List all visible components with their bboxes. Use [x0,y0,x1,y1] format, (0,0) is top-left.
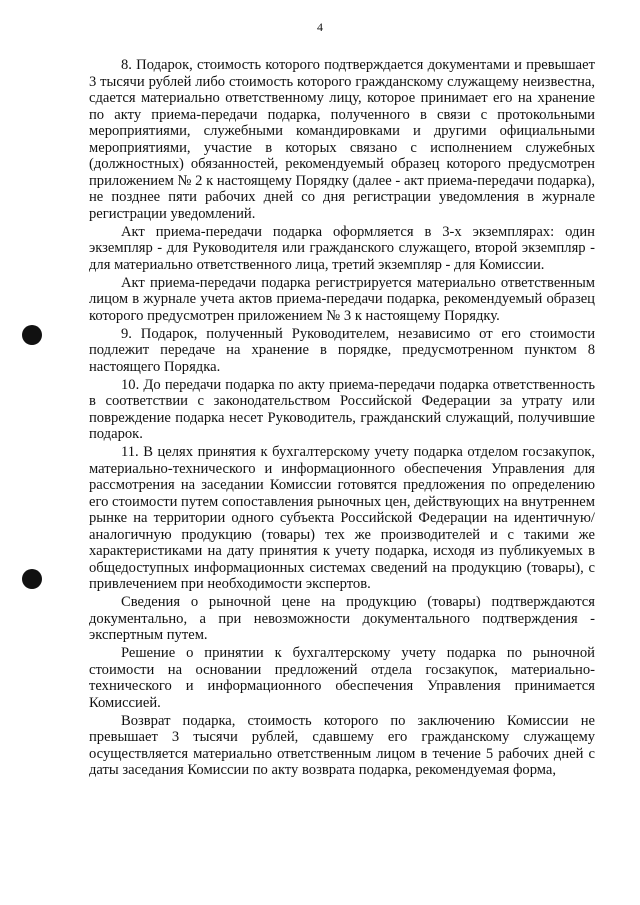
paragraph-item-11: 11. В целях принятия к бухгалтерскому учету подарка отделом госзакупок, материально-технического и информационного обеспечения Управления для рассмотрения на заседании Комиссии готовятся предложения по определению его стоимости путем сопоставления рыночных цен, действующих на внутреннем рынке на территории одного субъекта Российской Федерации на идентичную/аналогичную продукцию (товары) тех же производителей и с такими же характеристиками на дату принятия к учету подарка, исходя из публикуемых в общедоступных информационных системах сведений на продукцию (товары), с привлечением при необходимости экспертов. [89,444,595,592]
punch-hole-mark [22,325,42,345]
punch-hole-mark [22,569,42,589]
document-body [89,57,595,780]
page-number: 4 [317,20,323,34]
paragraph-accounting-decision: Решение о принятии к бухгалтерскому учету подарка по рыночной стоимости на основании предложений отдела госзакупок, материально-технического и информационного обеспечения Управления принимается Комиссией. [89,645,595,711]
paragraph-gift-return: Возврат подарка, стоимость которого по заключению Комиссии не превышает 3 тысячи рублей, сдавшему его гражданскому служащему осуществляется материально ответственным лицом в течение 5 рабочих дней с даты заседания Комиссии по акту возврата подарка, рекомендуемая форма, [89,712,595,778]
paragraph-market-price: Сведения о рыночной цене на продукцию (товары) подтверждаются документально, а при невозможности документального подтверждения - экспертным путем. [89,594,595,643]
paragraph-item-8: 8. Подарок, стоимость которого подтверждается документами и превышает 3 тысячи рублей либо стоимость которого гражданскому служащему неизвестна, сдается материально ответственному лицу, которое принимает его на хранение по акту приема-передачи подарка, полученного в связи с протокольными мероприятиями, служебными командировками и другими официальными мероприятиями, участие в которых связано с исполнением служебных (должностных) обязанностей, рекомендуемый образец которого предусмотрен приложением № 2 к настоящему Порядку (далее - акт приема-передачи подарка), не позднее пяти рабочих дней со дня регистрации уведомления в журнале регистрации уведомлений. [89,57,595,222]
paragraph-act-copies: Акт приема-передачи подарка оформляется в 3-х экземплярах: один экземпляр - для Руководителя или гражданского служащего, второй экземпляр - для материально ответственного лица, третий экземпляр - для Комиссии. [89,223,595,273]
paragraph-act-registration: Акт приема-передачи подарка регистрируется материально ответственным лицом в журнале учета актов приема-передачи подарка, рекомендуемый образец которого предусмотрен приложением № 3 к настоящему Порядку. [89,274,595,324]
paragraph-item-9: 9. Подарок, полученный Руководителем, независимо от его стоимости подлежит передаче на хранение в порядке, предусмотренном пунктом 8 настоящего Порядка. [89,325,595,375]
paragraph-item-10: 10. До передачи подарка по акту приема-передачи подарка ответственность в соответствии с законодательством Российской Федерации за утрату или повреждение подарка несет Руководитель, гражданский служащий, получившие подарок. [89,376,595,442]
